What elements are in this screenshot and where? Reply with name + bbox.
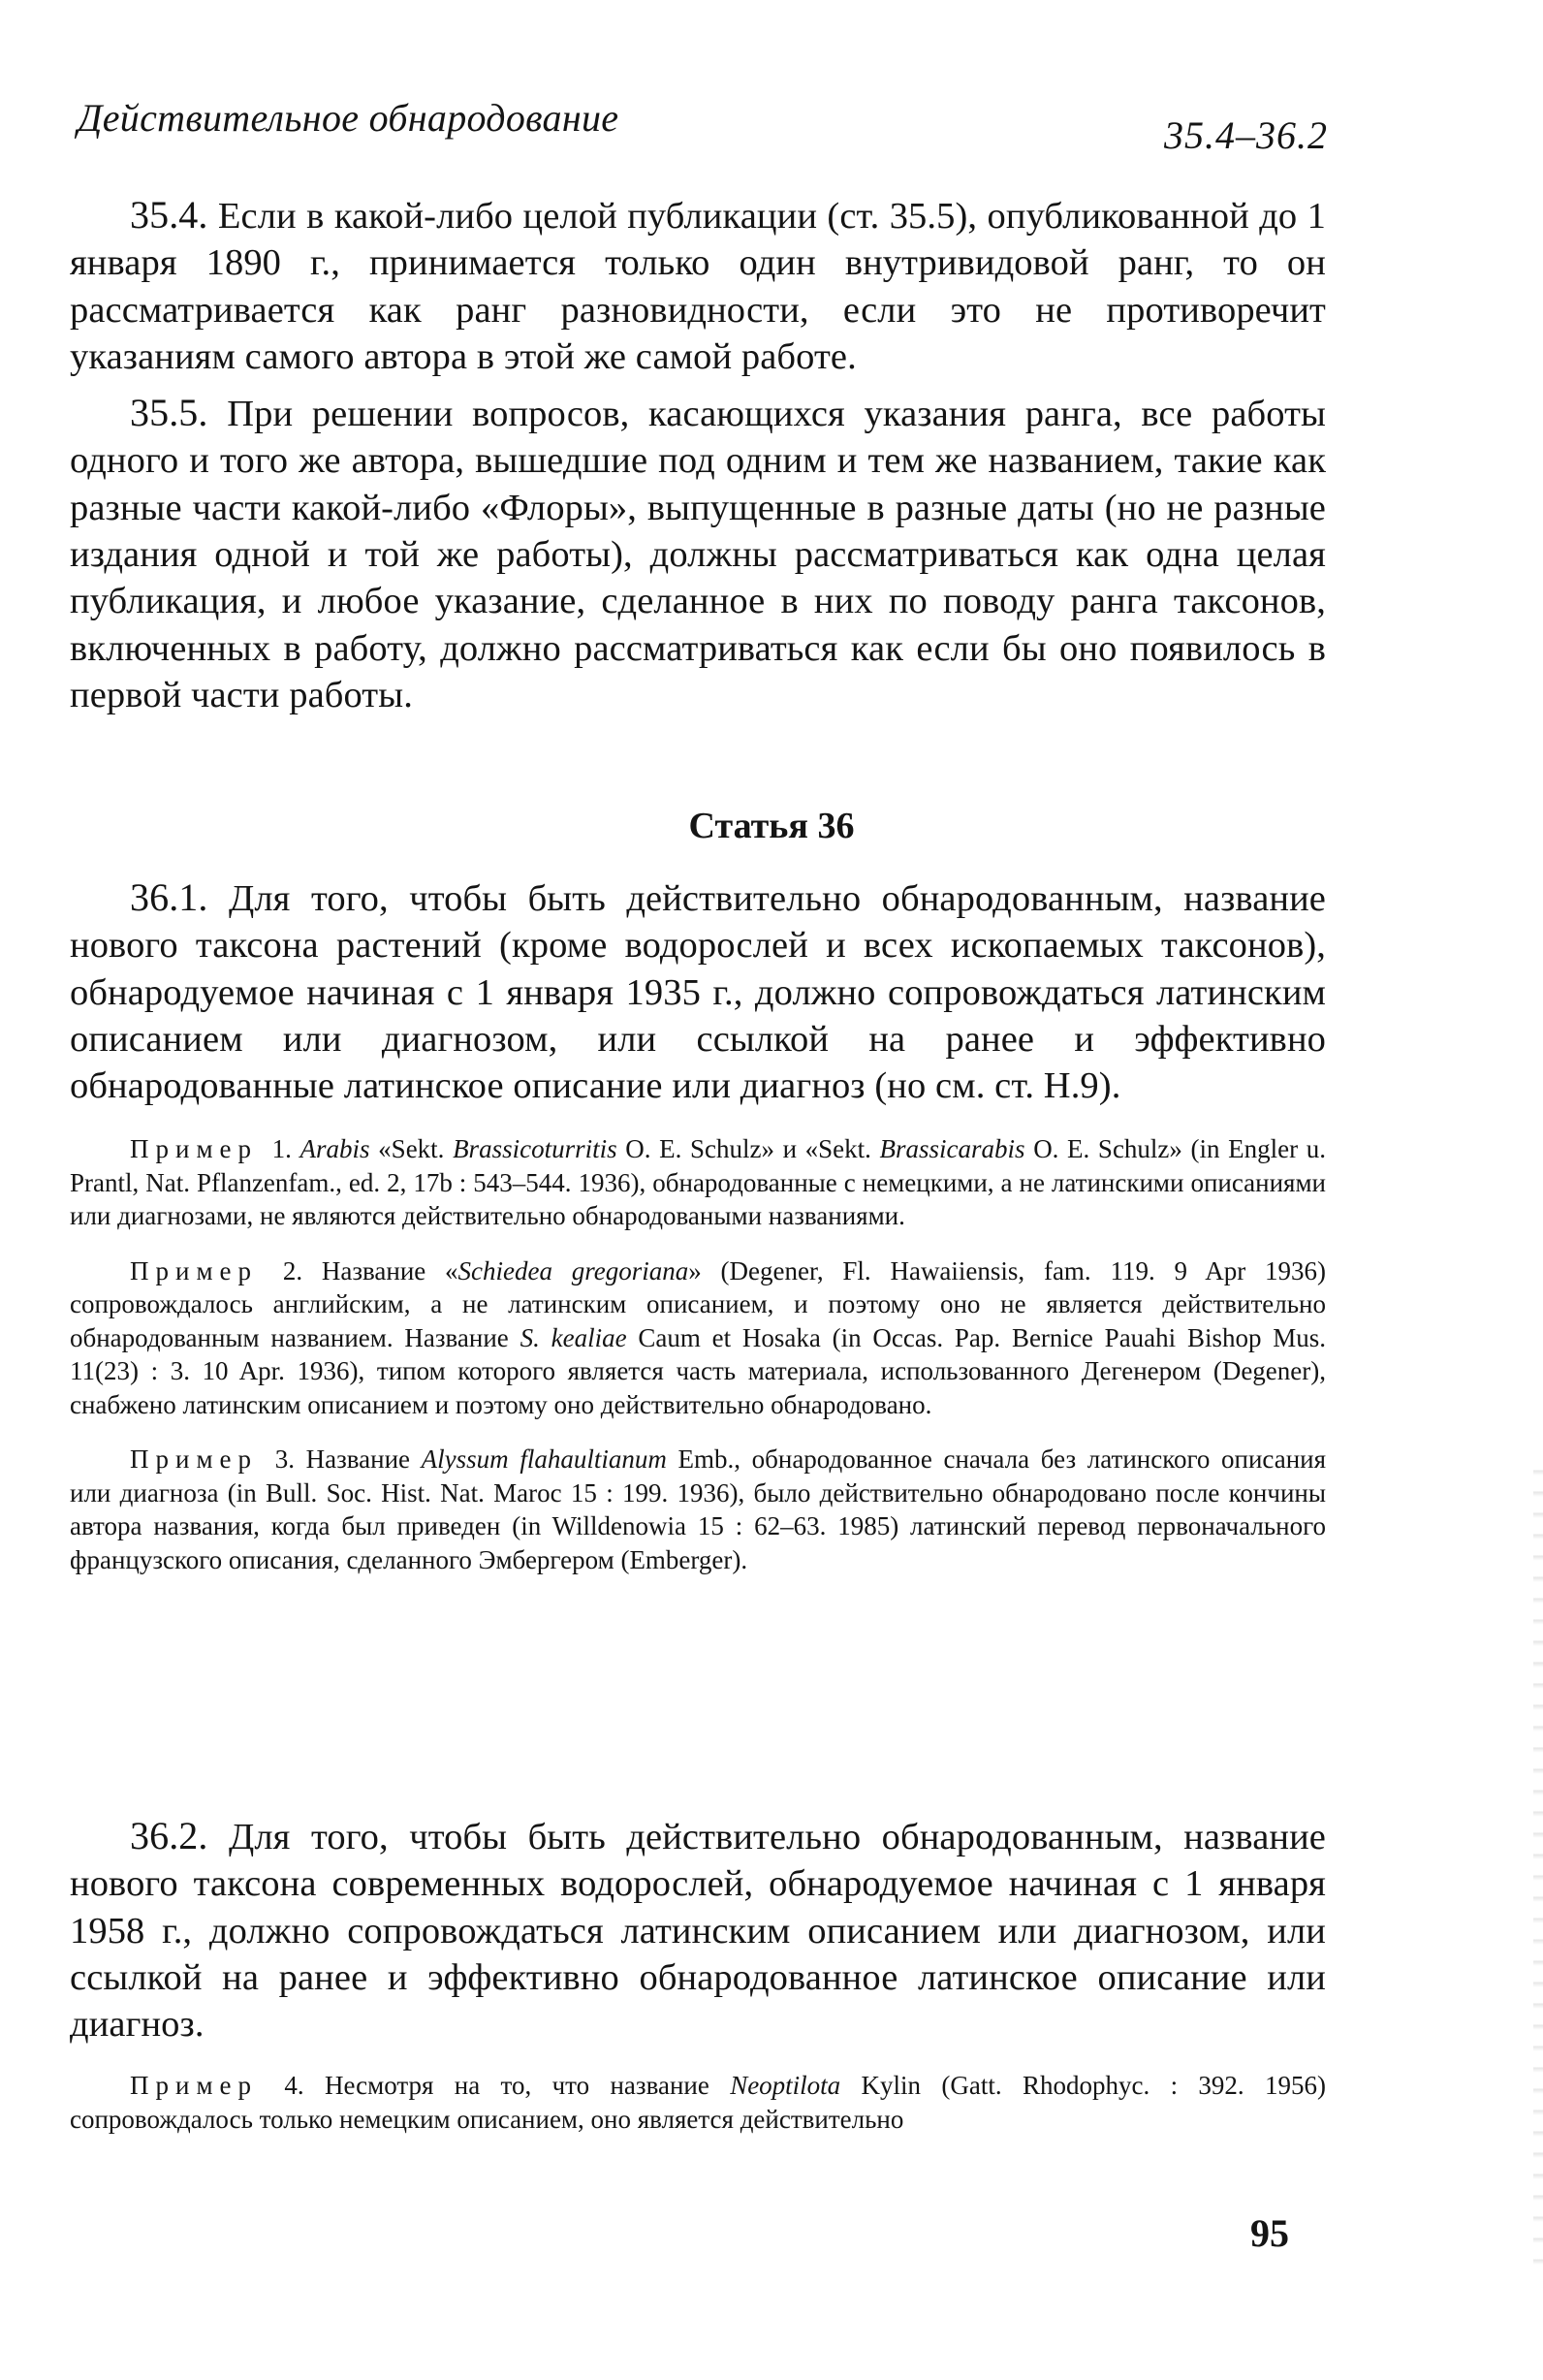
example-number: 4. <box>284 2071 304 2101</box>
paragraph-36-2 <box>70 1813 1326 2047</box>
example-text: Kylin (Gatt. Rhodophyc. : 392. 1956) сопровождалось только немецким описанием, оно является действительно <box>70 2071 1327 2134</box>
example-text: Caum et Hosaka (in Occas. Pap. Bernice Pauahi Bishop Mus. 11(23) : 3. 10 Apr. 1936), типом которого является часть материала, использованного Дегенером (Degener), снабжено латинским описанием и поэтому оно действительно обнародовано. <box>70 1322 1327 1419</box>
example-3 <box>70 1443 1326 1576</box>
example-label: Пример <box>130 1134 259 1164</box>
example-text: O. E. Schulz» (in Engler u. Prantl, Nat. Pflanzenfam., ed. 2, 17b : 543–544. 1936), обнародованные с немецкими, а не латинскими описаниями или диагнозами, не являются действительно обнародоваными названиями. <box>70 1134 1326 1231</box>
taxon-name: Arabis <box>299 1134 370 1164</box>
taxon-name: Alyssum flahaultianum <box>421 1444 667 1475</box>
example-text: Emb., обнародованное сначала без латинского описания или диагноза (in Bull. Soc. Hist. Nat. Maroc 15 : 199. 1936), было действительно обнародовано после кончины автора названия, когда был приведен (in Willdenowia 15 : 62–63. 1985) латинский перевод первоначального французского описания, сделанного Эмбергером (Emberger). <box>70 1444 1327 1574</box>
section-35-block <box>70 192 1326 718</box>
example-1 <box>70 1132 1326 1233</box>
taxon-name: Schiedea gregoriana <box>457 1255 689 1285</box>
paragraph-text: Для того, чтобы быть действительно обнародованным, название нового таксона современных водорослей, обнародуемое начиная с 1 января 1958 г., должно сопровождаться латинским описанием или диагнозом, или ссылкой на ранее и эффективно обнародованное латинское описание или диагноз. <box>70 1817 1326 2046</box>
scan-edge-shadow <box>1533 1454 1543 2278</box>
running-head: Действительное обнародование <box>78 96 619 140</box>
paragraph-36-1 <box>70 874 1326 1109</box>
example-label: Пример <box>130 2071 259 2101</box>
paragraph-text: При решении вопросов, касающихся указания ранга, все работы одного и того же автора, вышедшие под одним и тем же названием, такие как разные части какой-либо «Флоры», выпущенные в разные даты (но не разные издания одной и той же работы), должны рассматриваться как одна целая публикация, и любое указание, сделанное в них по поводу ранга таксонов, включенных в работу, должно рассматриваться как если бы оно появилось в первой части работы. <box>70 394 1326 715</box>
section-36-2-block <box>70 1813 1326 2136</box>
paragraph-text: Если в какой-либо целой публикации (ст. 35.5), опубликованной до 1 января 1890 г., принимается только один внутривидовой ранг, то он рассматривается как ранг разновидности, если это не противоречит указаниям самого автора в этой же самой работе. <box>70 196 1326 377</box>
page-number: 95 <box>1250 2211 1289 2255</box>
paragraph-number: 36.1. <box>130 875 208 919</box>
example-number: 1. <box>271 1134 292 1164</box>
example-number: 2. <box>282 1255 303 1285</box>
example-text: O. E. Schulz» и «Sekt. <box>625 1134 871 1164</box>
example-text: » (Degener, Fl. Hawaiiensis, fam. 119. 9 Apr 1936) сопровождалось английским, а не латинским описанием, и поэтому оно не является действительно обнародованным названием. Название <box>70 1255 1327 1352</box>
taxon-name: Neoptilota <box>730 2071 841 2101</box>
section-36-1-block <box>70 874 1326 1576</box>
paragraph-35-5 <box>70 390 1326 718</box>
article-heading: Статья 36 <box>688 806 855 846</box>
paragraph-35-4 <box>70 192 1326 380</box>
page-header <box>78 95 1328 157</box>
paragraph-text: Для того, чтобы быть действительно обнародованным, название нового таксона растений (кроме водорослей и всех ископаемых таксонов), обнародуемое начиная с 1 января 1935 г., должно сопровождаться латинским описанием или диагнозом, или ссылкой на ранее и эффективно обнародованные латинское описание или диагноз (но см. ст. H.9). <box>70 878 1326 1107</box>
taxon-name: Brassicarabis <box>879 1134 1025 1164</box>
taxon-name: Brassicoturritis <box>453 1134 617 1164</box>
example-number: 3. <box>274 1444 295 1475</box>
taxon-name: S. kealiae <box>520 1322 627 1352</box>
example-text: «Sekt. <box>378 1134 445 1164</box>
example-text: Несмотря на то, что название <box>325 2071 709 2101</box>
example-text: Название « <box>321 1255 458 1285</box>
section-range: 35.4–36.2 <box>1164 113 1328 157</box>
example-label: Пример <box>130 1444 259 1475</box>
example-text: Название <box>305 1444 411 1475</box>
example-label: Пример <box>130 1255 259 1285</box>
paragraph-number: 36.2. <box>130 1814 208 1857</box>
example-4 <box>70 2069 1326 2136</box>
example-2 <box>70 1254 1326 1422</box>
paragraph-number: 35.4. <box>130 193 208 237</box>
paragraph-number: 35.5. <box>130 391 208 435</box>
